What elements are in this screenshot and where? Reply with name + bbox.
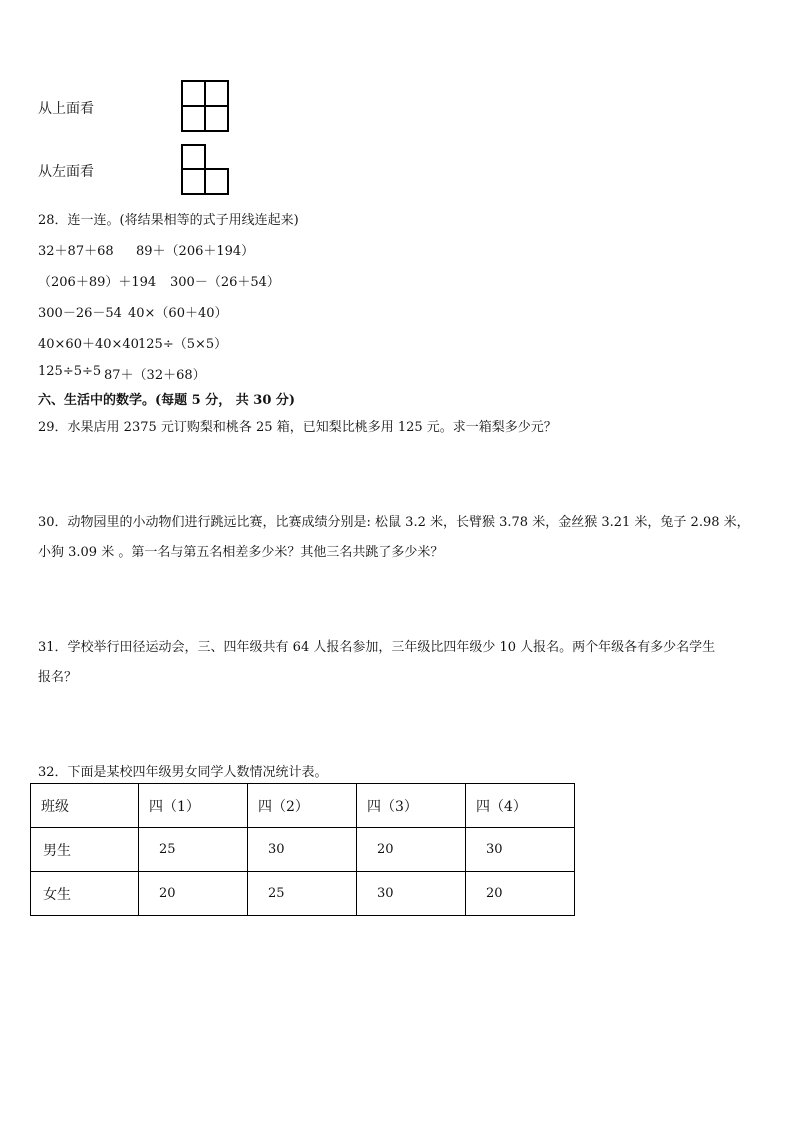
q28-right-1: 89＋（206＋194） (136, 244, 255, 259)
q30-line2: 小狗 3.09 米 。第一名与第五名相差多少米？其他三名共跳了多少米？ (38, 545, 444, 560)
q31-line1: 31．学校举行田径运动会，三、四年级共有 64 人报名参加，三年级比四年级少 10 人报名。两个年级各有多少名学生 (38, 640, 716, 655)
q28-right-3: 40×（60＋40） (128, 306, 228, 321)
row-label: 男生 (31, 828, 139, 872)
table-cell: 20 (357, 828, 466, 872)
section-heading: 六、生活中的数学。(每题 5 分， 共 30 分) (38, 393, 296, 408)
table-header-cell: 四（3） (357, 784, 466, 828)
q28-right-4: 125÷（5×5） (138, 337, 228, 352)
table-cell: 25 (139, 828, 248, 872)
table-row (31, 872, 575, 916)
table-row (31, 828, 575, 872)
q28-left-1: 32＋87＋68 (38, 244, 114, 259)
table-header-cell: 班级 (31, 784, 139, 828)
q28-left-3: 300－26－54 (38, 306, 122, 321)
table-header-cell: 四（4） (466, 784, 575, 828)
top-view-figure (181, 80, 229, 132)
table-cell: 20 (466, 872, 575, 916)
q30-line1: 30．动物园里的小动物们进行跳远比赛，比赛成绩分别是: 松鼠 3.2 米，长臂猴 3.78 米，金丝猴 3.21 米，兔子 2.98 米， (38, 515, 750, 530)
q28-right-2: 300－（26＋54） (170, 275, 280, 290)
table-cell: 30 (357, 872, 466, 916)
table-header-cell: 四（1） (139, 784, 248, 828)
table-cell: 30 (466, 828, 575, 872)
view-left-label: 从左面看 (38, 164, 94, 180)
q28-right-5: 87＋（32＋68） (104, 368, 206, 383)
q28-left-2: （206＋89）＋194 (38, 275, 157, 290)
table-header-row (31, 784, 575, 828)
table-cell: 20 (139, 872, 248, 916)
table-cell: 30 (248, 828, 357, 872)
q28-left-5: 125÷5÷5 (38, 364, 102, 379)
q31-line2: 报名？ (38, 670, 78, 685)
view-top-label: 从上面看 (38, 101, 94, 117)
row-label: 女生 (31, 872, 139, 916)
table-cell: 25 (248, 872, 357, 916)
q32-title: 32．下面是某校四年级男女同学人数情况统计表。 (38, 765, 328, 780)
q28-left-4: 40×60＋40×40 (38, 337, 139, 352)
q29-text: 29．水果店用 2375 元订购梨和桃各 25 箱，已知梨比桃多用 125 元。求一箱梨多少元？ (38, 420, 557, 435)
q28-title: 28．连一连。(将结果相等的式子用线连起来) (38, 213, 299, 228)
table-header-cell: 四（2） (248, 784, 357, 828)
stats-table (30, 783, 575, 916)
